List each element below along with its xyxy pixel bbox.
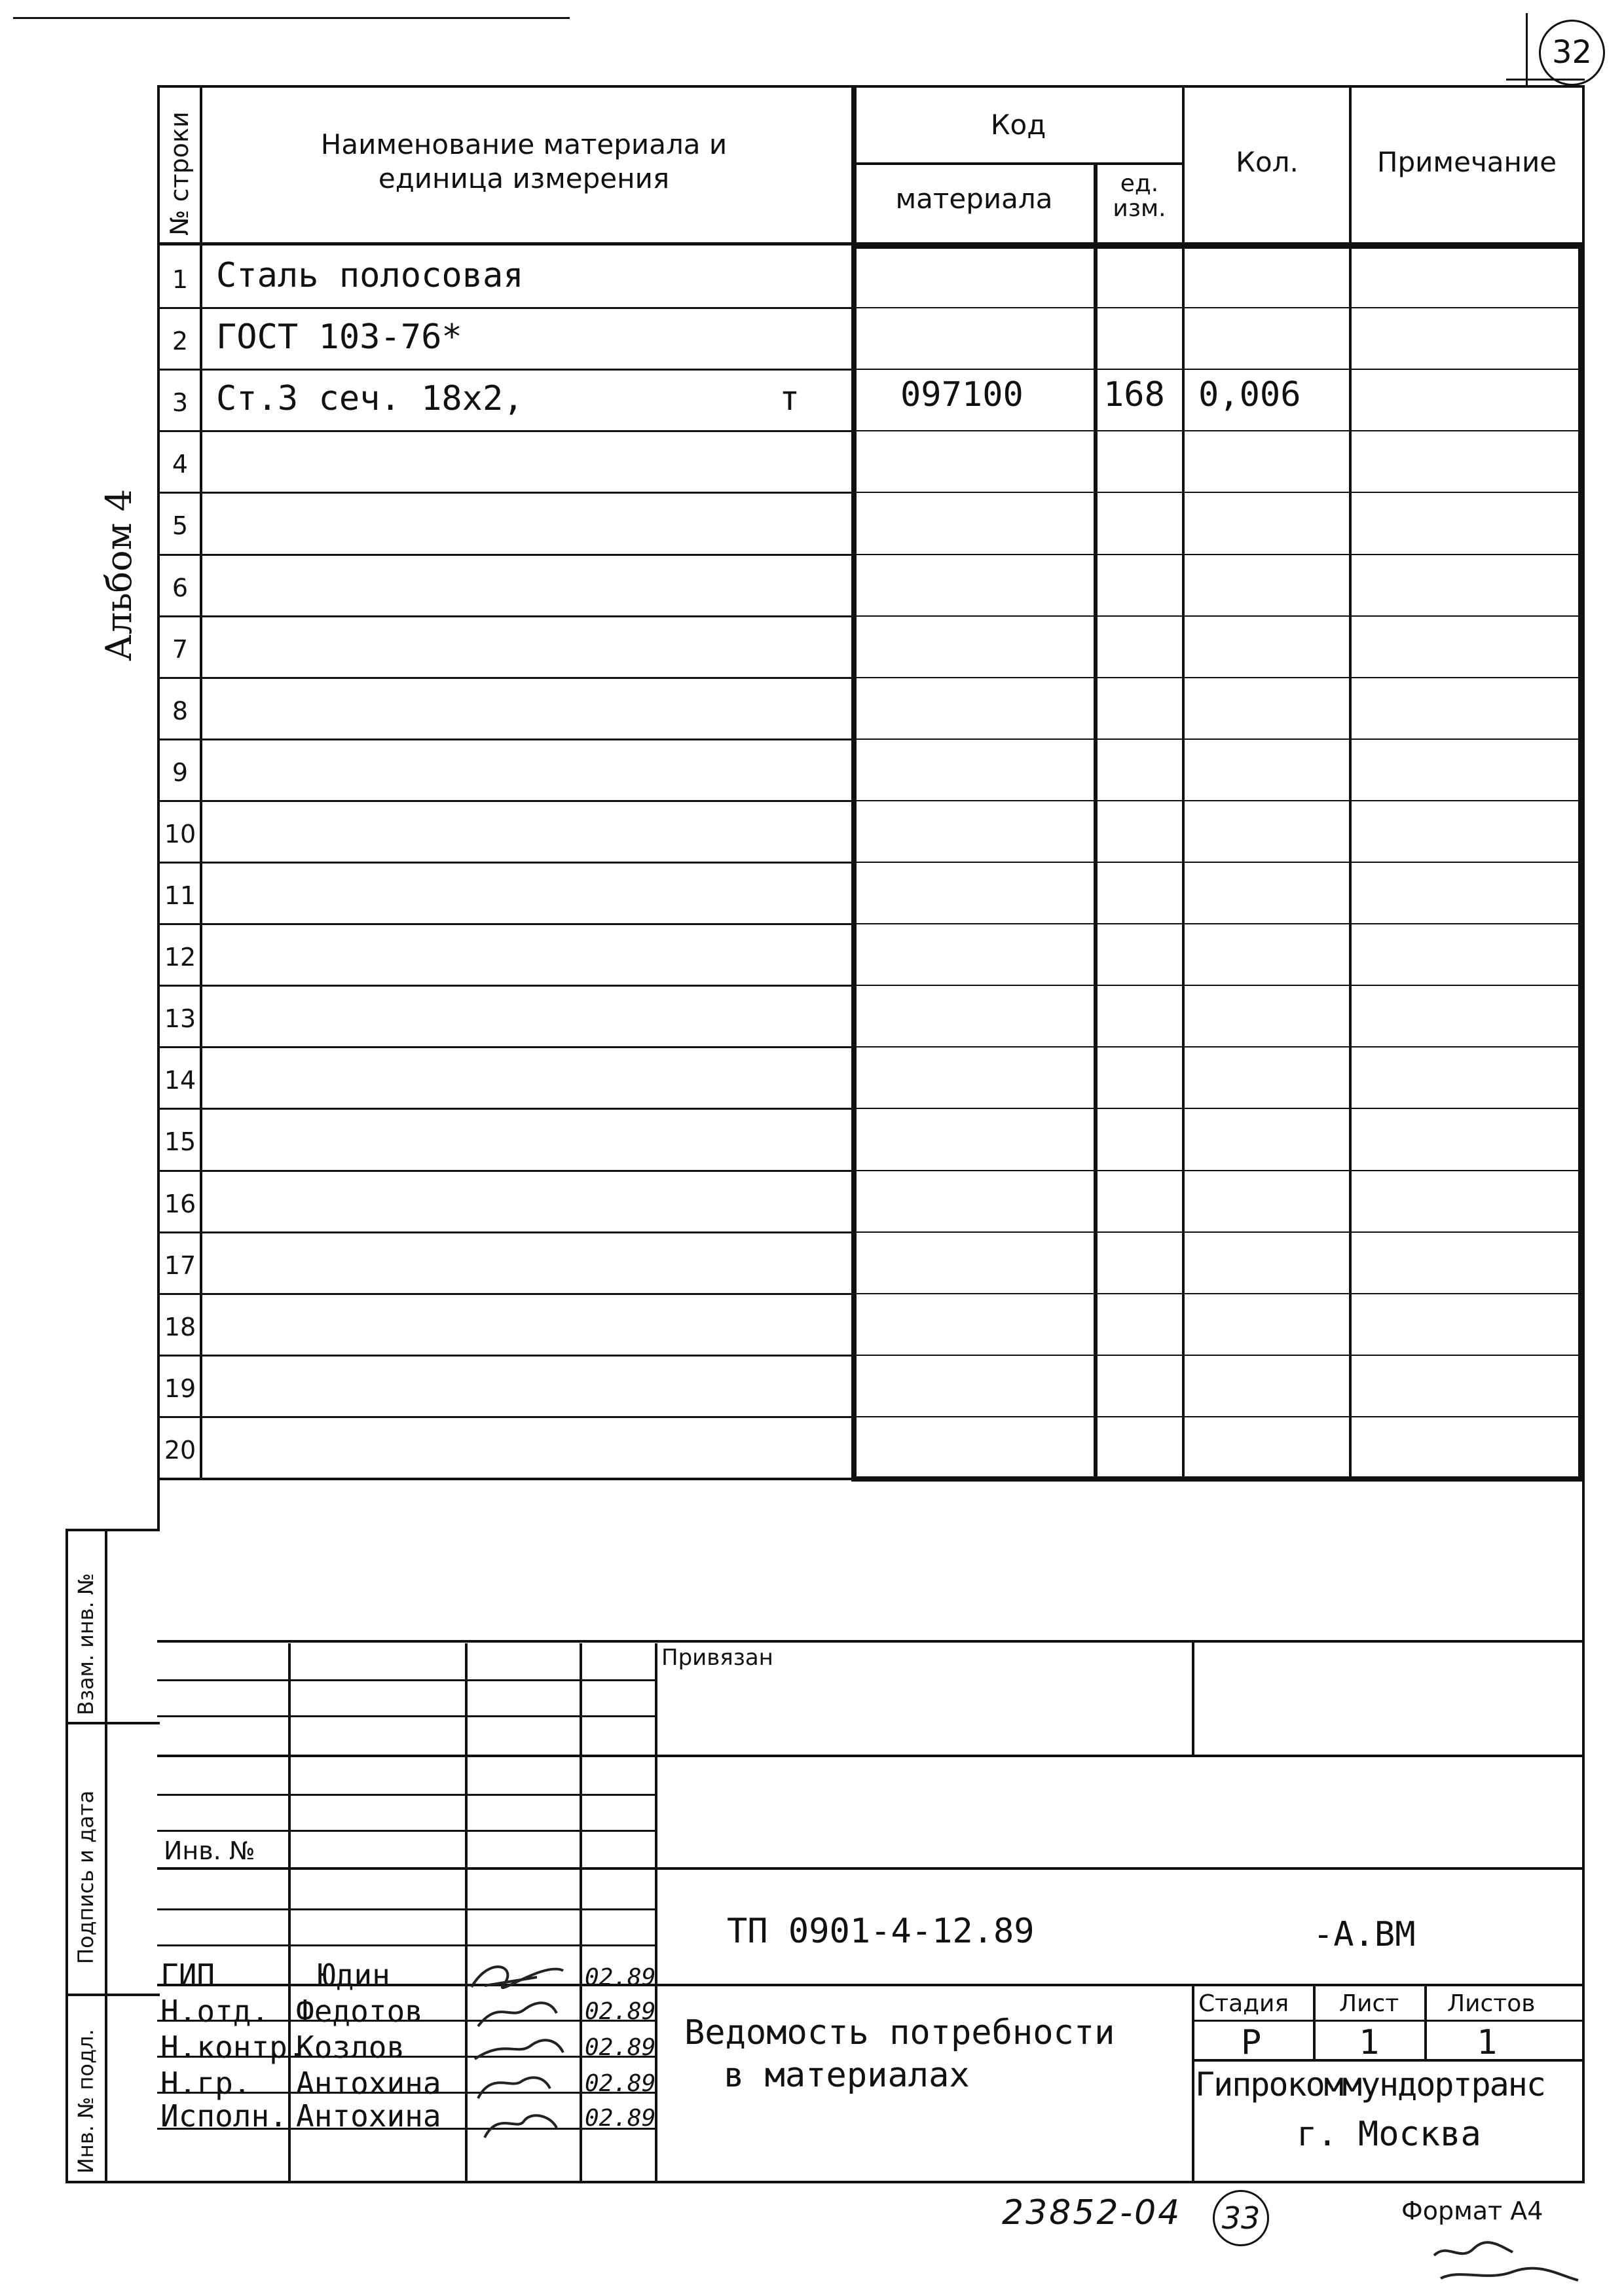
row-line-right: [857, 800, 1580, 801]
row-line-right: [857, 1355, 1580, 1356]
margin-sep-2: [65, 1994, 160, 1996]
header-code-unit: ед. изм.: [1113, 170, 1166, 222]
tb-h-5: [157, 1830, 655, 1832]
tb-stage-v-2: [1424, 1984, 1427, 2061]
row-number: 9: [172, 758, 189, 787]
margin-label-vzam: Взам. инв. №: [73, 1573, 98, 1715]
tb-privyazan: Привязан: [661, 1645, 773, 1671]
row-line: [160, 1293, 854, 1295]
margin-label-podpis: Подпись и дата: [73, 1790, 98, 1964]
row-number: 7: [172, 635, 189, 664]
header-code-material: материала: [895, 183, 1053, 215]
col-sep-code: [1094, 164, 1098, 1480]
staff-role: Исполн.: [160, 2098, 287, 2134]
side-label: Альбом 4: [98, 488, 139, 661]
footer-page: [1213, 2190, 1269, 2246]
row-unit-code: 168: [1103, 375, 1165, 414]
row-line: [160, 923, 854, 925]
tb-v-4: [655, 1643, 657, 2183]
rows-top-bold: [851, 244, 1585, 249]
tb-city: г. Москва: [1297, 2115, 1481, 2154]
footer-handwritten-mark: [1428, 2229, 1585, 2295]
row-qty: 0,006: [1198, 375, 1301, 414]
tb-stage-h-1: [1192, 2020, 1585, 2022]
staff-name: Козлов: [296, 2030, 405, 2065]
row-number: 8: [172, 697, 189, 725]
row-line-right: [857, 1231, 1580, 1233]
margin-sep-1: [65, 1722, 160, 1724]
staff-role: Н.отд.: [160, 1994, 270, 2029]
tb-privyazan-right: [1192, 1640, 1194, 1757]
code-subheader-line: [851, 162, 1184, 165]
staff-name: Антохина: [296, 2066, 441, 2101]
staff-date: 02.89: [585, 1964, 656, 1991]
tb-sheet-label: Лист: [1339, 1990, 1399, 2017]
row-name: Ст.3 сеч. 18х2,: [216, 379, 524, 418]
tb-h-top: [157, 1640, 1585, 1643]
row-line: [160, 430, 854, 432]
tb-sheets-label: Листов: [1447, 1990, 1536, 2017]
margin-outer-left: [65, 1529, 68, 2183]
row-number: 14: [164, 1066, 196, 1095]
row-line-right: [857, 923, 1580, 924]
row-number: 11: [164, 881, 196, 910]
row-line: [160, 985, 854, 987]
staff-date: 02.89: [585, 2070, 656, 2097]
margin-inner: [105, 1529, 107, 2183]
row-line-right: [857, 369, 1580, 370]
row-number: 20: [164, 1436, 196, 1465]
tb-stage-label: Стадия: [1198, 1990, 1289, 2017]
sheet-badge-number: 32: [1551, 34, 1593, 71]
row-line: [160, 369, 854, 371]
row-line-right: [857, 1108, 1580, 1109]
row-name: Сталь полосовая: [216, 256, 524, 295]
margin-top: [65, 1529, 160, 1531]
row-line-right: [857, 1170, 1580, 1171]
staff-date: 02.89: [585, 2105, 656, 2132]
tb-h-6: [157, 1867, 1585, 1870]
row-line-right: [857, 1416, 1580, 1417]
row-number: 5: [172, 511, 189, 540]
staff-date: 02.89: [585, 2034, 656, 2061]
row-line: [160, 307, 854, 309]
row-number: 10: [164, 820, 196, 848]
row-line: [160, 1355, 854, 1357]
row-number: 13: [164, 1004, 196, 1033]
row-name: ГОСТ 103-76*: [216, 318, 462, 357]
row-number: 12: [164, 943, 196, 972]
tb-title-line2: в материалах: [724, 2056, 970, 2095]
row-unit: т: [779, 379, 800, 418]
rows-bottom-bold: [851, 1476, 1585, 1482]
row-line: [160, 800, 854, 802]
footer-format: Формат А4: [1401, 2196, 1543, 2225]
row-line-right: [857, 307, 1580, 308]
row-line-right: [857, 1046, 1580, 1048]
row-line: [160, 677, 854, 679]
row-line-right: [857, 554, 1580, 555]
rows-bottom: [157, 1478, 851, 1480]
footer-number: 23852-04: [1002, 2193, 1182, 2232]
tb-h-8: [157, 1944, 655, 1946]
row-line-right: [857, 1293, 1580, 1294]
margin-label-inv-podl: Инв. № подл.: [73, 2029, 98, 2174]
row-line-right: [857, 985, 1580, 986]
header-row-no: № строки: [165, 111, 194, 236]
signature-scribbles: [458, 1948, 589, 2170]
row-code: 097100: [900, 375, 1024, 414]
row-number: 19: [164, 1374, 196, 1403]
row-line-right: [857, 492, 1580, 493]
header-note: Примечание: [1376, 146, 1557, 178]
tb-doc-suffix: -А.ВМ: [1313, 1915, 1416, 1954]
frame-top: [157, 85, 1585, 88]
row-number: 1: [172, 265, 189, 294]
row-line: [160, 1108, 854, 1110]
tb-doc-code: ТП 0901-4-12.89: [727, 1912, 1035, 1951]
row-line: [160, 738, 854, 740]
staff-name: Антохина: [296, 2098, 441, 2134]
row-line: [160, 615, 854, 617]
row-line: [160, 1046, 854, 1048]
margin-bottom: [65, 2181, 1585, 2183]
row-line: [160, 862, 854, 864]
tb-sheets: 1: [1477, 2023, 1498, 2062]
staff-role: Н.контр.: [160, 2030, 306, 2065]
tb-stage-left: [1192, 1984, 1194, 2183]
frame-left: [157, 85, 160, 1531]
row-number: 2: [172, 327, 189, 355]
row-line: [160, 554, 854, 556]
tb-h-7: [157, 1908, 655, 1910]
col-sep-rowno: [200, 85, 202, 1480]
row-number: 4: [172, 450, 189, 479]
staff-name: Федотов: [296, 1994, 423, 2029]
tb-h-4: [157, 1794, 655, 1796]
tb-stage: Р: [1241, 2023, 1262, 2062]
tb-org: Гипрокоммундортранс: [1195, 2066, 1545, 2104]
footer-page-number: 33: [1221, 2200, 1261, 2236]
tb-sheet: 1: [1359, 2023, 1380, 2062]
staff-role: ГИП: [160, 1958, 215, 1993]
tb-h-3: [157, 1755, 1585, 1757]
header-name: Наименование материала и единица измерения: [320, 128, 728, 194]
col-sep-qty: [1349, 85, 1352, 1480]
tb-inv-no: Инв. №: [164, 1836, 255, 1865]
row-number: 16: [164, 1190, 196, 1218]
row-line-right: [857, 862, 1580, 863]
top-edge-line: [13, 17, 570, 19]
row-line-right: [857, 615, 1580, 617]
staff-role: Н.гр.: [160, 2066, 251, 2101]
header-code-group: Код: [990, 109, 1046, 141]
tb-title-line1: Ведомость потребности: [684, 2013, 1115, 2052]
row-line-right: [857, 677, 1580, 678]
header-qty: Кол.: [1236, 146, 1299, 178]
row-number: 3: [172, 388, 189, 417]
staff-name: Юдин: [318, 1958, 390, 1993]
tb-h-1: [157, 1679, 655, 1681]
row-line-right: [857, 430, 1580, 431]
row-number: 18: [164, 1313, 196, 1341]
row-line: [160, 1170, 854, 1172]
tb-h-2: [157, 1715, 655, 1717]
badge-divider: [1526, 13, 1528, 85]
tb-v-1: [288, 1643, 291, 2183]
col-sep-name: [851, 85, 857, 1480]
row-number: 17: [164, 1251, 196, 1280]
row-number: 6: [172, 574, 189, 602]
tb-stage-v-1: [1313, 1984, 1316, 2061]
staff-date: 02.89: [585, 1998, 656, 2025]
row-number: 15: [164, 1127, 196, 1156]
row-line: [160, 1416, 854, 1418]
row-line: [160, 492, 854, 494]
row-line: [160, 1231, 854, 1233]
sheet-badge: [1539, 20, 1605, 86]
row-line-right: [857, 738, 1580, 740]
col-sep-unit: [1182, 85, 1185, 1480]
